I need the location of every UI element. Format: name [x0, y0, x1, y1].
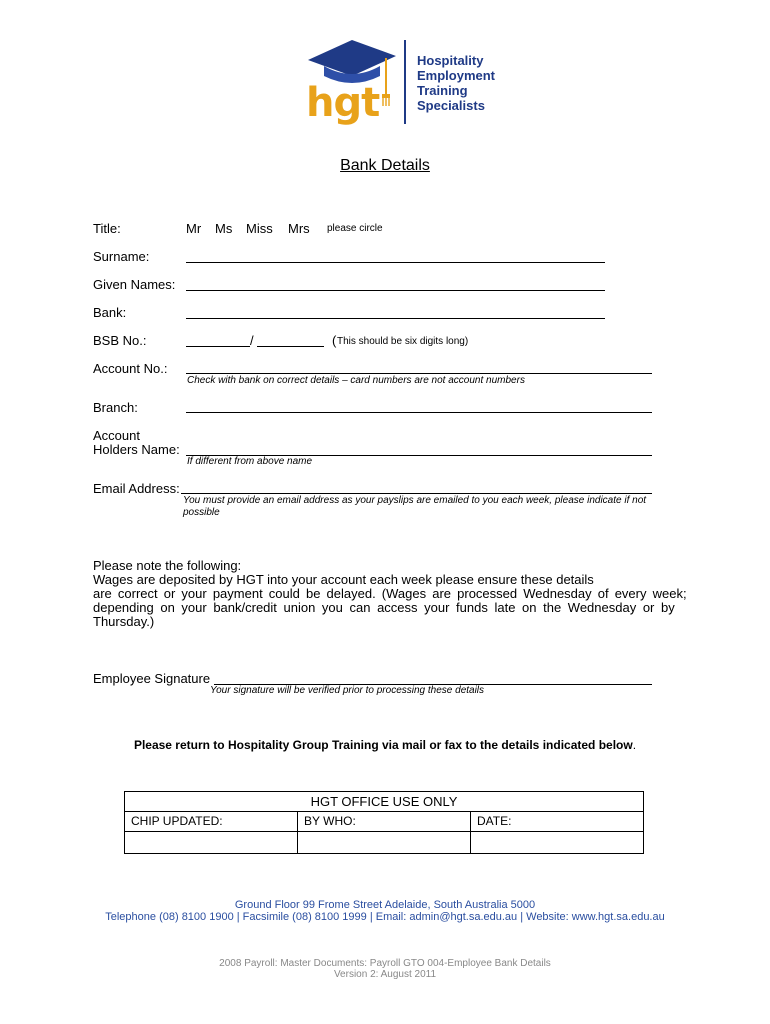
- logo-line: Specialists: [417, 98, 485, 113]
- branch-label: Branch:: [93, 400, 138, 415]
- bsb-field-part1[interactable]: [186, 346, 250, 347]
- bsb-paren: (: [332, 333, 337, 348]
- title-hint: please circle: [327, 223, 383, 234]
- bank-field[interactable]: [186, 318, 605, 319]
- account-field[interactable]: [186, 373, 652, 374]
- footer-doc-ref: 2008 Payroll: Master Documents: Payroll GTO 004-Employee Bank Details: [219, 958, 551, 969]
- title-option-mr[interactable]: Mr: [186, 221, 202, 236]
- col-by-who: BY WHO:: [298, 812, 471, 832]
- account-label: Account No.:: [93, 361, 168, 376]
- office-use-table: [124, 791, 644, 854]
- footer-version: Version 2: August 2011: [333, 969, 437, 980]
- cell-chip-updated[interactable]: [125, 832, 298, 854]
- notice-paragraph: [93, 558, 687, 629]
- return-message-text: Please return to Hospitality Group Training via mail or fax to the details indicated below: [133, 738, 633, 752]
- bsb-label: BSB No.:: [93, 333, 147, 348]
- logo-line: Hospitality: [417, 53, 484, 68]
- email-field[interactable]: [181, 493, 652, 494]
- notice-line: Please note the following:: [93, 558, 242, 573]
- cell-by-who[interactable]: [298, 832, 471, 854]
- logo-mark-text: hgt: [306, 80, 380, 126]
- return-message-period: .: [632, 738, 637, 752]
- email-hint-line1: You must provide an email address as your payslips are emailed to you each week, please indicate if not: [183, 495, 647, 506]
- logo-line: Training: [417, 83, 468, 98]
- title-option-mrs[interactable]: Mrs: [288, 221, 310, 236]
- notice-line: Thursday.): [93, 614, 155, 629]
- title-option-miss[interactable]: Miss: [246, 221, 273, 236]
- bsb-separator: /: [250, 333, 254, 348]
- col-chip-updated: CHIP UPDATED:: [125, 812, 298, 832]
- office-use-heading: HGT OFFICE USE ONLY: [125, 792, 644, 812]
- holders-hint: If different from above name: [187, 456, 313, 467]
- given-names-field[interactable]: [186, 290, 605, 291]
- branch-field[interactable]: [186, 412, 652, 413]
- notice-line: depending on your bank/credit union you can access your funds late on the Wednesday or by: [93, 600, 675, 615]
- holders-label-line2: Holders Name:: [93, 442, 180, 457]
- bank-label: Bank:: [93, 305, 127, 320]
- email-hint-line2: possible: [183, 507, 220, 518]
- title-label: Title:: [93, 221, 121, 236]
- given-names-label: Given Names:: [93, 277, 176, 292]
- col-date: DATE:: [471, 812, 644, 832]
- account-hint: Check with bank on correct details – card numbers are not account numbers: [187, 375, 525, 386]
- surname-field[interactable]: [186, 262, 605, 263]
- title-option-ms[interactable]: Ms: [215, 221, 233, 236]
- bsb-field-part2[interactable]: [257, 346, 324, 347]
- logo-divider: [404, 40, 406, 124]
- cell-date[interactable]: [471, 832, 644, 854]
- signature-hint: Your signature will be verified prior to processing these details: [210, 685, 485, 696]
- surname-label: Surname:: [93, 249, 150, 264]
- notice-line: Wages are deposited by HGT into your account each week please ensure these details: [93, 572, 594, 587]
- logo-tagline: [417, 53, 495, 113]
- notice-line: are correct or your payment could be delayed. (Wages are processed Wednesday of every week;: [93, 586, 687, 601]
- email-label: Email Address:: [93, 481, 180, 496]
- page-title: Bank Details: [340, 157, 430, 174]
- holders-label-line1: Account: [93, 428, 140, 443]
- footer-address: Ground Floor 99 Frome Street Adelaide, South Australia 5000: [234, 899, 536, 911]
- logo-line: Employment: [417, 68, 496, 83]
- bsb-hint: This should be six digits long): [337, 336, 469, 347]
- signature-label: Employee Signature: [93, 671, 211, 686]
- return-message: [0, 738, 770, 752]
- footer-contacts: Telephone (08) 8100 1900 | Facsimile (08) 8100 1999 | Email: admin@hgt.sa.edu.au | Website: www.hgt.sa.edu.au: [105, 911, 665, 923]
- logo: [300, 36, 405, 128]
